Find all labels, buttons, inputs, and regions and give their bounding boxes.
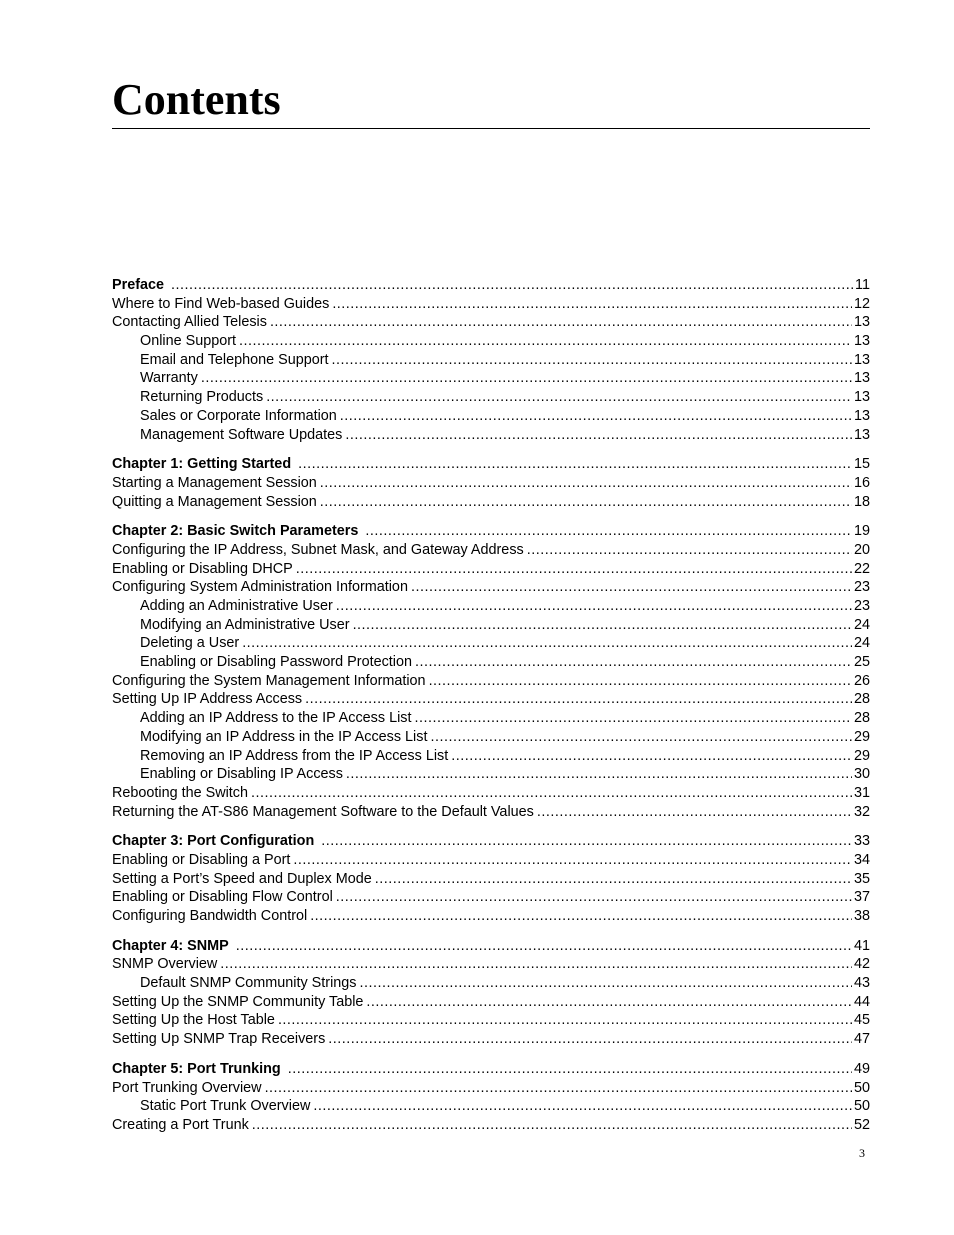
toc-entry-page: 24 (853, 635, 870, 652)
toc-leader-dots (267, 313, 852, 332)
toc-entry[interactable] (112, 541, 870, 560)
toc-leader-dots (329, 295, 852, 314)
toc-entry[interactable] (112, 653, 870, 672)
toc-entry[interactable] (112, 1030, 870, 1049)
toc-entry-title: Setting Up SNMP Trap Receivers (112, 1031, 326, 1048)
toc-leader-dots (448, 747, 852, 766)
toc-leader-dots (317, 474, 852, 493)
toc-leader-dots (333, 597, 852, 616)
toc-leader-dots (248, 784, 852, 803)
toc-leader-dots (262, 1079, 852, 1098)
toc-leader-dots (412, 653, 852, 672)
toc-entry-title: Adding an Administrative User (140, 598, 333, 614)
toc-entry-page: 13 (853, 370, 870, 387)
toc-entry-page: 45 (853, 1012, 870, 1029)
toc-leader-dots (317, 493, 852, 512)
toc-entry-title: Deleting a User (140, 635, 240, 652)
toc-entry-page: 23 (853, 579, 870, 596)
toc-entry-page: 18 (853, 493, 870, 510)
toc-entry-page: 13 (853, 407, 870, 424)
toc-entry[interactable] (112, 974, 870, 993)
toc-entry-page: 24 (853, 616, 870, 633)
toc-entry-title: Configuring Bandwidth Control (112, 908, 308, 924)
toc-entry-page: 44 (853, 993, 870, 1010)
toc-entry-title: Chapter 4: SNMP (112, 937, 229, 954)
toc-entry-title: Sales or Corporate Information (140, 407, 337, 424)
toc-entry[interactable] (112, 851, 870, 870)
toc-entry-page: 13 (853, 314, 870, 331)
toc-entry[interactable] (112, 388, 870, 407)
toc-leader-dots (372, 870, 852, 889)
toc-entry-page: 47 (853, 1031, 870, 1048)
toc-entry[interactable] (112, 709, 870, 728)
toc-entry-title: Rebooting the Switch (112, 784, 248, 801)
toc-leader-dots (333, 888, 852, 907)
toc-entry-title: Default SNMP Community Strings (140, 975, 357, 992)
toc-entry-page: 50 (853, 1098, 870, 1115)
toc-chapter-entry[interactable] (112, 455, 870, 474)
toc-entry[interactable] (112, 616, 870, 635)
toc-leader-dots (293, 560, 852, 579)
toc-entry[interactable] (112, 578, 870, 597)
toc-entry-title: Returning the AT-S86 Management Software to the Default Values (112, 803, 534, 820)
toc-entry[interactable] (112, 313, 870, 332)
toc-entry-title: Setting Up the Host Table (112, 1012, 275, 1029)
toc-leader-dots (290, 851, 852, 870)
toc-entry[interactable] (112, 728, 870, 747)
toc-entry-title: Online Support (140, 333, 236, 350)
toc-entry-page: 29 (853, 728, 870, 745)
toc-leader-dots (233, 937, 852, 956)
toc-entry-title: Adding an IP Address to the IP Access List (140, 710, 412, 727)
toc-entry-page: 35 (853, 870, 870, 887)
toc-chapter-entry[interactable] (112, 276, 870, 295)
toc-leader-dots (325, 1030, 852, 1049)
toc-leader-dots (198, 369, 852, 388)
toc-entry-title: Chapter 5: Port Trunking (112, 1060, 281, 1077)
toc-entry-page: 30 (853, 766, 870, 783)
toc-entry-title: Configuring System Administration Information (112, 579, 408, 596)
toc-entry-title: Starting a Management Session (112, 474, 317, 491)
toc-entry[interactable] (112, 1079, 870, 1098)
toc-leader-dots (524, 541, 852, 560)
toc-entry-title: Enabling or Disabling a Port (112, 851, 291, 868)
toc-entry[interactable] (112, 634, 870, 653)
toc-entry-title: Chapter 2: Basic Switch Parameters (112, 523, 359, 540)
toc-entry-title: Quitting a Management Session (112, 493, 317, 510)
toc-leader-dots (343, 765, 852, 784)
toc-entry[interactable] (112, 597, 870, 616)
toc-entry[interactable] (112, 870, 870, 889)
toc-entry-page: 32 (853, 803, 870, 820)
toc-entry[interactable] (112, 784, 870, 803)
toc-leader-dots (363, 993, 852, 1012)
toc-leader-dots (168, 276, 853, 295)
toc-entry-title: Returning Products (140, 389, 264, 406)
toc-entry-title: Setting a Port’s Speed and Duplex Mode (112, 870, 372, 887)
toc-leader-dots (329, 351, 852, 370)
toc-entry-title: Enabling or Disabling DHCP (112, 560, 293, 577)
toc-entry[interactable] (112, 474, 870, 493)
toc-entry-title: Port Trunking Overview (112, 1079, 262, 1096)
toc-entry[interactable] (112, 426, 870, 445)
toc-leader-dots (350, 616, 852, 635)
toc-entry[interactable] (112, 765, 870, 784)
toc-chapter-entry[interactable] (112, 1060, 870, 1079)
toc-leader-dots (318, 832, 852, 851)
toc-entry-title: Management Software Updates (140, 426, 343, 443)
toc-entry-title: Configuring the System Management Information (112, 672, 426, 689)
toc-entry-title: Chapter 1: Getting Started (112, 456, 292, 473)
toc-entry-page: 12 (853, 295, 870, 312)
toc-entry-title: Email and Telephone Support (140, 351, 329, 368)
toc-entry[interactable] (112, 803, 870, 822)
toc-entry[interactable] (112, 295, 870, 314)
toc-entry-title: Enabling or Disabling IP Access (140, 766, 343, 783)
toc-entry[interactable] (112, 493, 870, 512)
toc-leader-dots (263, 388, 852, 407)
toc-entry-title: Chapter 3: Port Configuration (112, 833, 315, 850)
toc-leader-dots (362, 522, 852, 541)
toc-entry-title: Contacting Allied Telesis (112, 314, 267, 331)
toc-leader-dots (310, 1097, 852, 1116)
toc-chapter-entry[interactable] (112, 522, 870, 541)
page-number: 3 (859, 1146, 865, 1160)
toc-chapter-entry[interactable] (112, 832, 870, 851)
toc-leader-dots (239, 634, 852, 653)
toc-entry[interactable] (112, 672, 870, 691)
toc-entry-page: 11 (855, 277, 870, 293)
toc-leader-dots (356, 974, 852, 993)
toc-entry[interactable] (112, 332, 870, 351)
toc-chapter-entry[interactable] (112, 937, 870, 956)
toc-entry-page: 26 (853, 672, 870, 689)
toc-entry-page: 13 (853, 351, 870, 368)
toc-entry-page: 42 (853, 956, 870, 973)
table-of-contents (112, 276, 870, 1135)
toc-leader-dots (302, 690, 852, 709)
toc-entry-page: 16 (853, 474, 870, 491)
toc-leader-dots (411, 709, 852, 728)
toc-entry-title: Modifying an IP Address in the IP Access List (140, 728, 428, 745)
toc-leader-dots (236, 332, 852, 351)
toc-entry-title: Static Port Trunk Overview (140, 1098, 311, 1115)
toc-entry[interactable] (112, 369, 870, 388)
toc-entry-title: Setting Up the SNMP Community Table (112, 993, 364, 1010)
toc-entry-page: 33 (853, 833, 870, 850)
toc-entry-page: 13 (853, 333, 870, 350)
toc-entry-page: 15 (853, 456, 870, 473)
toc-entry[interactable] (112, 888, 870, 907)
toc-entry-page: 25 (853, 654, 870, 671)
toc-leader-dots (337, 407, 852, 426)
toc-leader-dots (285, 1060, 852, 1079)
toc-entry-page: 23 (853, 598, 870, 614)
toc-entry-page: 37 (853, 889, 870, 906)
toc-entry-page: 52 (853, 1116, 870, 1133)
toc-entry-title: Preface (112, 277, 165, 293)
toc-entry[interactable] (112, 1097, 870, 1116)
toc-entry-page: 34 (853, 851, 870, 868)
toc-leader-dots (534, 803, 852, 822)
toc-entry[interactable] (112, 690, 870, 709)
toc-entry-page: 28 (853, 691, 870, 708)
toc-entry-page: 20 (853, 541, 870, 558)
toc-leader-dots (426, 672, 852, 691)
toc-entry-title: Warranty (140, 370, 198, 387)
toc-entry-title: Modifying an Administrative User (140, 616, 350, 633)
toc-leader-dots (408, 578, 852, 597)
toc-entry-page: 41 (853, 937, 870, 954)
toc-entry[interactable] (112, 1116, 870, 1135)
toc-leader-dots (217, 955, 852, 974)
toc-leader-dots (275, 1011, 852, 1030)
toc-leader-dots (295, 455, 852, 474)
toc-entry-page: 22 (853, 560, 870, 577)
toc-entry-page: 38 (853, 908, 870, 924)
toc-entry-title: SNMP Overview (112, 956, 218, 973)
toc-entry-page: 19 (853, 523, 870, 540)
toc-entry[interactable] (112, 907, 870, 926)
toc-entry-page: 50 (853, 1079, 870, 1096)
toc-entry-page: 43 (853, 975, 870, 992)
toc-entry[interactable] (112, 407, 870, 426)
page-title: Contents (112, 75, 281, 124)
toc-entry-title: Setting Up IP Address Access (112, 691, 303, 708)
toc-entry[interactable] (112, 993, 870, 1012)
toc-leader-dots (307, 907, 852, 926)
toc-entry[interactable] (112, 1011, 870, 1030)
toc-entry[interactable] (112, 351, 870, 370)
toc-entry-title: Removing an IP Address from the IP Access List (140, 747, 449, 764)
toc-entry-title: Enabling or Disabling Password Protection (140, 654, 412, 671)
title-rule (112, 128, 870, 129)
toc-leader-dots (249, 1116, 852, 1135)
toc-entry-page: 29 (853, 747, 870, 764)
toc-entry-page: 28 (853, 710, 870, 727)
toc-leader-dots (427, 728, 852, 747)
toc-entry[interactable] (112, 747, 870, 766)
toc-entry-page: 31 (853, 784, 870, 801)
toc-entry-page: 49 (853, 1060, 870, 1077)
toc-entry-title: Enabling or Disabling Flow Control (112, 889, 333, 906)
toc-entry[interactable] (112, 955, 870, 974)
toc-leader-dots (342, 426, 852, 445)
toc-entry[interactable] (112, 560, 870, 579)
toc-entry-title: Where to Find Web-based Guides (112, 295, 330, 312)
toc-entry-page: 13 (853, 426, 870, 443)
toc-entry-title: Creating a Port Trunk (112, 1116, 249, 1133)
toc-entry-title: Configuring the IP Address, Subnet Mask, and Gateway Address (112, 541, 524, 558)
toc-entry-page: 13 (853, 389, 870, 406)
